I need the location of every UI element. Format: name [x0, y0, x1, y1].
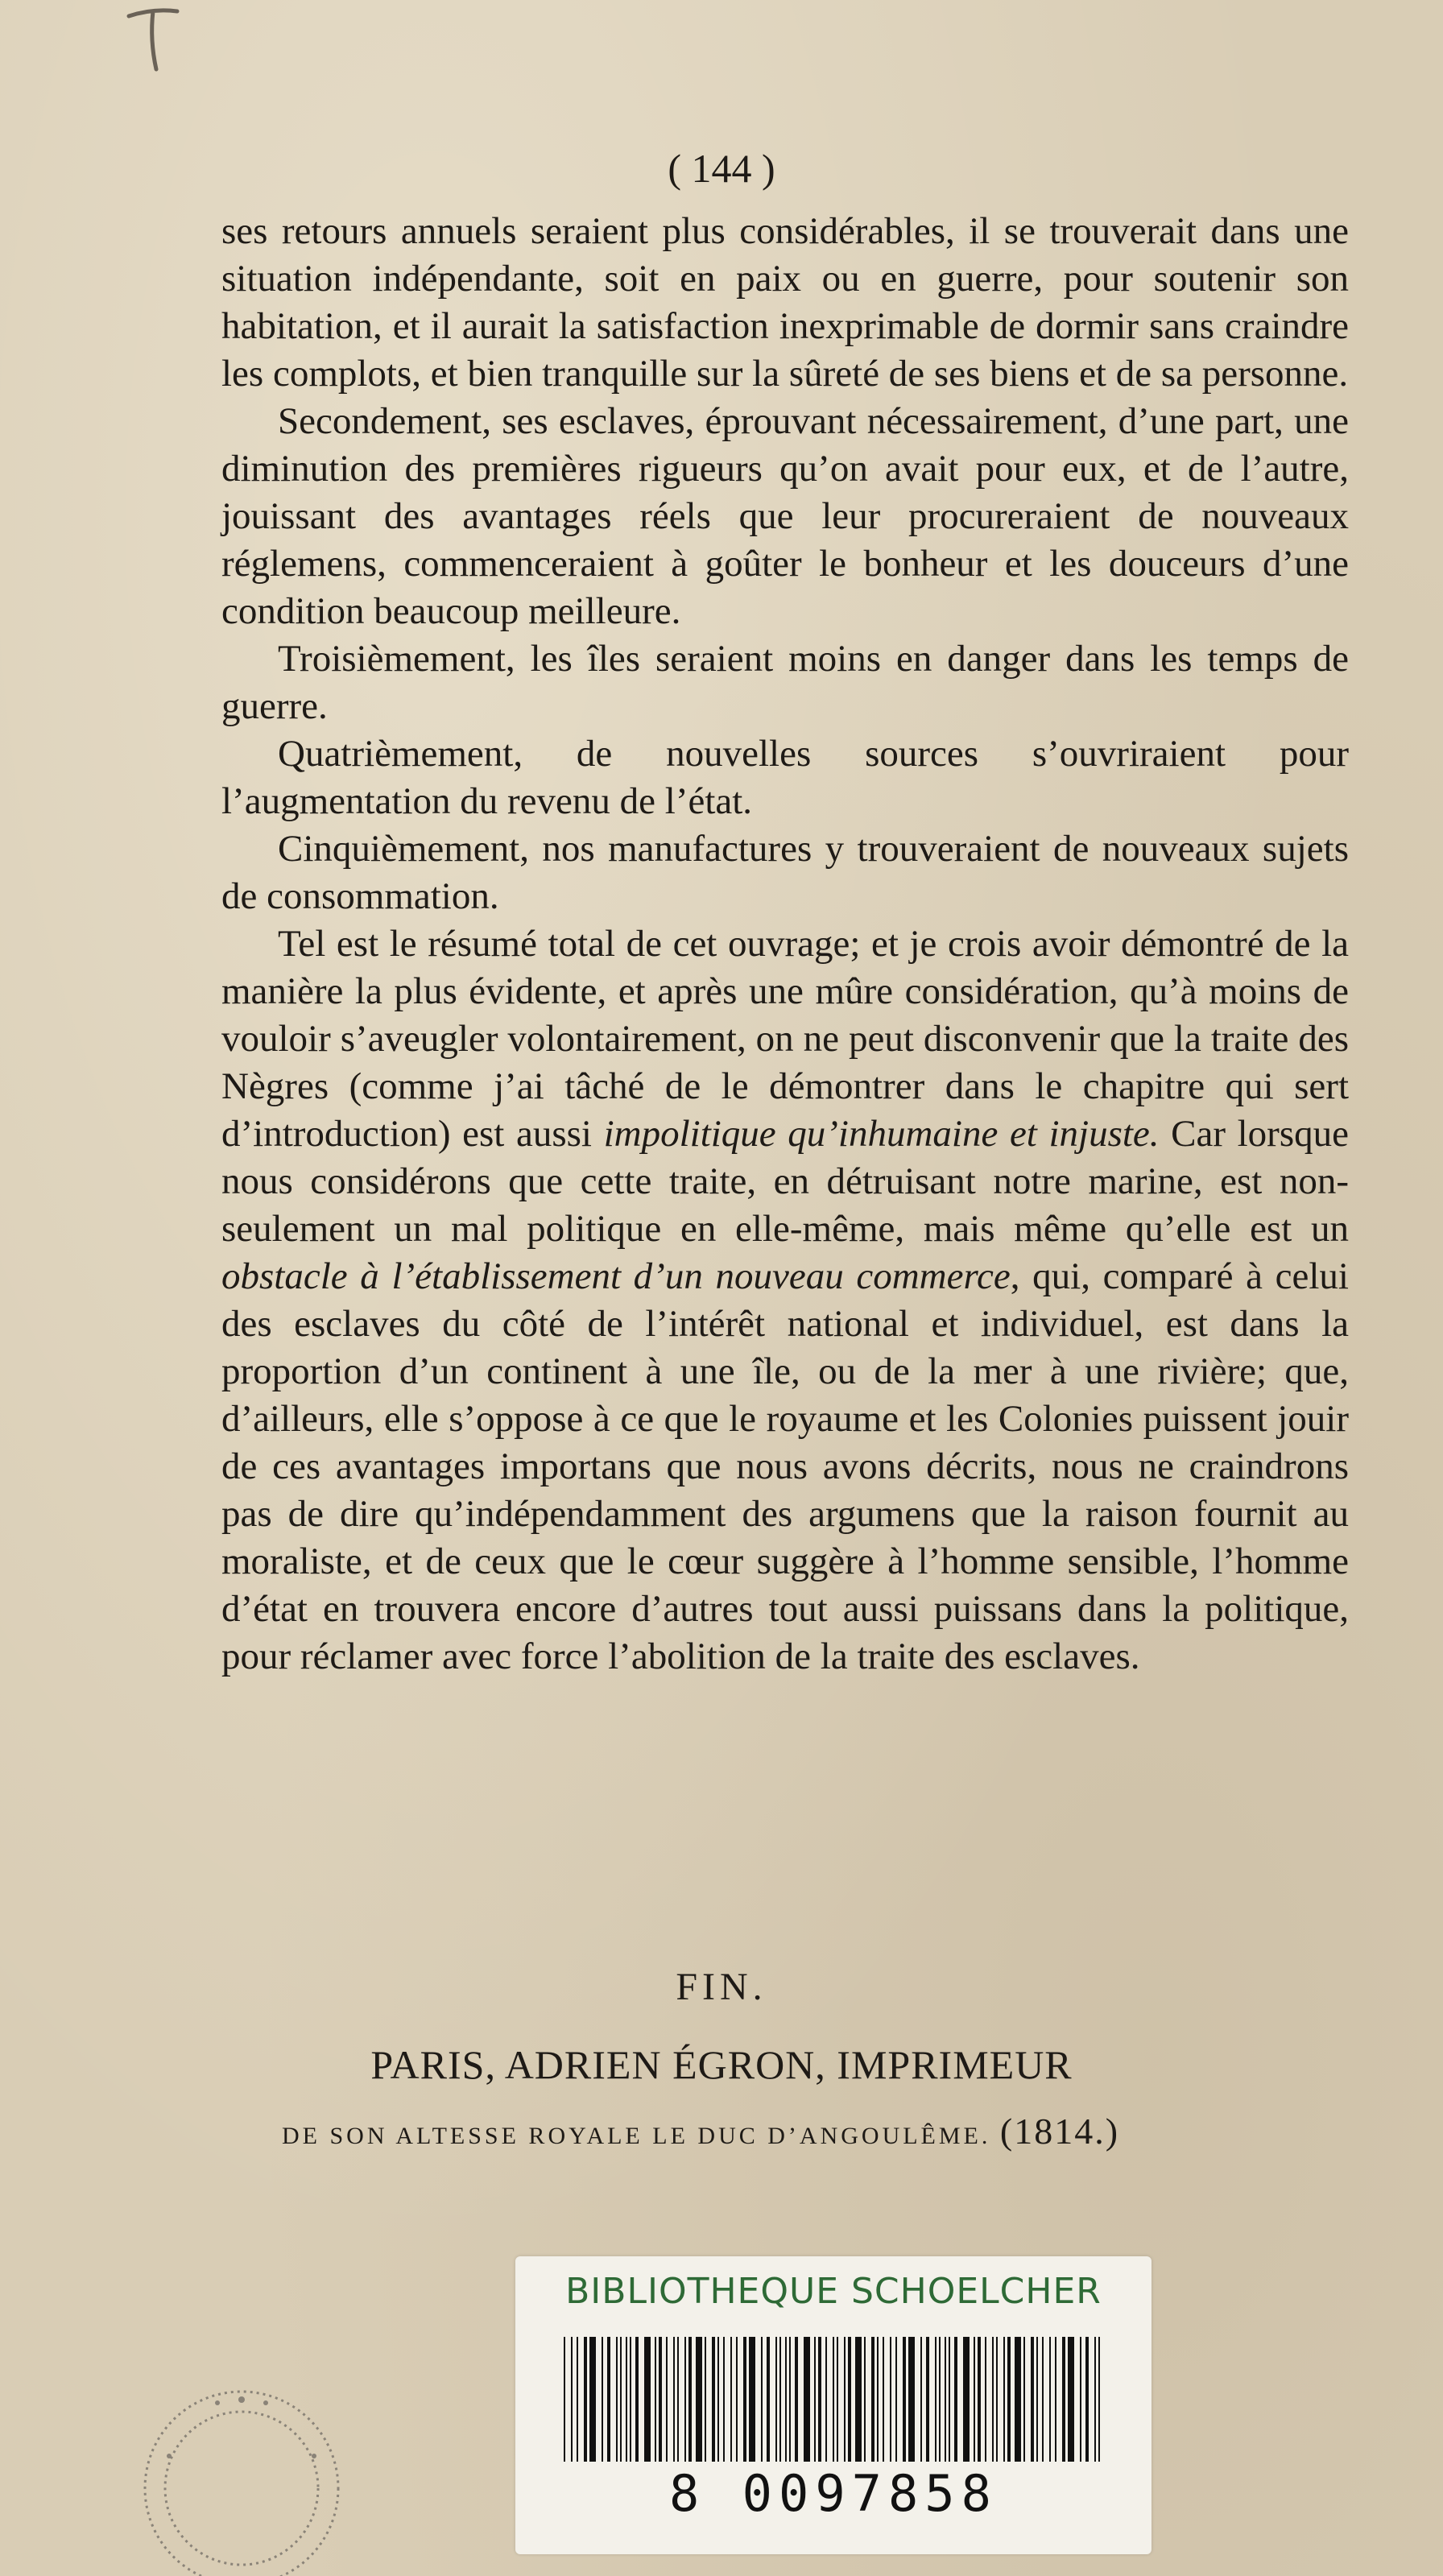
barcode-bar — [985, 2337, 986, 2462]
library-stamp-icon — [121, 2351, 362, 2576]
barcode-bar — [795, 2337, 798, 2462]
barcode-bar — [818, 2337, 821, 2462]
barcode-bar — [1042, 2337, 1044, 2462]
barcode-bar — [602, 2337, 603, 2462]
barcode-bar — [723, 2337, 725, 2462]
paragraph — [221, 635, 1349, 730]
barcode-bar — [775, 2337, 777, 2462]
barcode-bar — [626, 2337, 627, 2462]
imprint-printer: PARIS, ADRIEN ÉGRON, IMPRIMEUR — [370, 2042, 1073, 2087]
paragraph-text: Tel est le résumé total de cet ouvrage; et je crois avoir démontré de la manière la plus évidente, et après une mûre considération, qu’à moins de vouloir s’aveugler volontairement, on ne peut disconvenir que la traite des Nègres (comme j’ai tâché de le démontrer dans le chapitre qui sert d’introduction) est aussi — [221, 923, 1349, 1155]
barcode-bar — [620, 2337, 622, 2462]
barcode-bar — [577, 2337, 578, 2462]
barcode-bar — [1003, 2337, 1005, 2462]
paragraph — [221, 825, 1349, 920]
barcode-bar — [978, 2337, 981, 2462]
barcode-bar — [688, 2337, 692, 2462]
barcode-bar — [949, 2337, 950, 2462]
barcode-bar — [584, 2337, 587, 2462]
barcode-bar — [1068, 2337, 1074, 2462]
barcode-bar — [571, 2337, 573, 2462]
paragraph-text: ses retours annuels seraient plus considérables, il se trouverait dans une situation indépendante, soit en paix ou en guerre, pour soutenir son habitation, et il aurait la satisfaction inexprimable de dormir sans craindre les complots, et bien tranquille sur la sûreté de ses biens et de sa personne. — [221, 210, 1349, 395]
barcode-bar — [903, 2337, 906, 2462]
pencil-mark-icon — [121, 0, 185, 72]
paragraph — [221, 208, 1349, 398]
barcode-bar — [564, 2337, 565, 2462]
barcode-bar — [1049, 2337, 1051, 2462]
barcode-bar — [1036, 2337, 1038, 2462]
barcode-bar — [736, 2337, 738, 2462]
barcode-bar — [883, 2337, 884, 2462]
barcode-bar — [1055, 2337, 1056, 2462]
barcode-bar — [825, 2337, 827, 2462]
barcode-bar — [1023, 2337, 1025, 2462]
italic-phrase: obstacle à l’établissement d’un nouveau commerce — [221, 1255, 1011, 1297]
barcode-bar — [1080, 2337, 1081, 2462]
barcode-bar — [1031, 2337, 1034, 2462]
barcode-bar — [890, 2337, 891, 2462]
barcode-bar — [730, 2337, 732, 2462]
barcode-bar — [761, 2337, 763, 2462]
barcode-bar — [954, 2337, 957, 2462]
barcode-bar — [630, 2337, 631, 2462]
barcode-bar — [789, 2337, 791, 2462]
italic-phrase: impolitique qu’inhumaine et injuste. — [603, 1113, 1160, 1155]
barcode-bar — [871, 2337, 874, 2462]
paragraph-text: Troisièmement, les îles seraient moins en danger dans les temps de guerre. — [221, 638, 1349, 727]
barcode-bar — [844, 2337, 846, 2462]
barcode-bar — [996, 2337, 998, 2462]
barcode-bar — [712, 2337, 715, 2462]
barcode-icon — [564, 2337, 1103, 2462]
barcode-bar — [677, 2337, 679, 2462]
barcode-bar — [939, 2337, 941, 2462]
body-text — [221, 208, 1349, 1681]
barcode-number: 8 0097858 — [669, 2464, 998, 2523]
paragraph — [221, 398, 1349, 635]
barcode-bar — [1062, 2337, 1065, 2462]
barcode-bar — [696, 2337, 702, 2462]
barcode-bar — [992, 2337, 994, 2462]
barcode-bar — [607, 2337, 610, 2462]
barcode-bar — [644, 2337, 651, 2462]
barcode-bar — [1015, 2337, 1021, 2462]
barcode-bar — [1098, 2337, 1100, 2462]
paragraph-text: Secondement, ses esclaves, éprouvant nécessairement, d’une part, une diminution des premières rigueurs qu’on avait pour eux, et de l’autre, jouissant des avantages réels que leur procureraient de nouveaux réglemens, commenceraient à goûter le bonheur et les douceurs d’une condition beaucoup meilleure. — [221, 400, 1349, 632]
barcode-bar — [963, 2337, 970, 2462]
barcode-bar — [908, 2337, 915, 2462]
barcode-bar — [673, 2337, 675, 2462]
barcode-bar — [877, 2337, 879, 2462]
barcode-bar — [814, 2337, 816, 2462]
barcode-bar — [974, 2337, 975, 2462]
barcode-bar — [833, 2337, 834, 2462]
barcode-bar — [855, 2337, 862, 2462]
barcode-bar — [785, 2337, 787, 2462]
page-number: ( 144 ) — [668, 146, 775, 191]
barcode-bar — [895, 2337, 897, 2462]
barcode-bar — [779, 2337, 781, 2462]
library-label-title: BIBLIOTHEQUE SCHOELCHER — [565, 2271, 1102, 2312]
barcode-bar — [705, 2337, 706, 2462]
paragraph — [221, 920, 1349, 1681]
barcode-bar — [945, 2337, 946, 2462]
barcode-bar — [743, 2337, 746, 2462]
barcode-bar — [1085, 2337, 1089, 2462]
fin-marker: FIN. — [676, 1966, 767, 2008]
barcode-bar — [864, 2337, 866, 2462]
barcode-bar — [767, 2337, 770, 2462]
barcode-bar — [920, 2337, 922, 2462]
barcode-bar — [717, 2337, 719, 2462]
barcode-bar — [616, 2337, 618, 2462]
barcode-bar — [749, 2337, 755, 2462]
library-label — [515, 2256, 1152, 2554]
paragraph-text: Cinquièmement, nos manufactures y trouveraient de nouveaux sujets de consommation. — [221, 828, 1349, 917]
barcode-bar — [635, 2337, 639, 2462]
barcode-bar — [1007, 2337, 1011, 2462]
imprint-patron-text: DE SON ALTESSE ROYALE LE DUC D’ANGOULÊME. — [282, 2123, 991, 2149]
paragraph-text: Quatrièmement, de nouvelles sources s’ouvriraient pour l’augmentation du revenu de l’état. — [221, 733, 1349, 822]
barcode-bar — [848, 2337, 851, 2462]
barcode-bar — [659, 2337, 662, 2462]
paragraph — [221, 730, 1349, 825]
imprint-year: (1814.) — [999, 2111, 1120, 2152]
barcode-bar — [1094, 2337, 1096, 2462]
barcode-bar — [666, 2337, 668, 2462]
barcode-bar — [684, 2337, 686, 2462]
barcode-bar — [589, 2337, 596, 2462]
barcode-bar — [837, 2337, 838, 2462]
imprint-patron — [282, 2110, 1329, 2152]
barcode-bar — [935, 2337, 937, 2462]
barcode-bar — [926, 2337, 929, 2462]
barcode-bar — [655, 2337, 656, 2462]
paragraph-text: Car lorsque nous considérons que cette traite, en détruisant notre marine, est non-seulement un mal politique en elle-même, mais même qu’elle est un — [221, 1113, 1349, 1250]
barcode-bar — [804, 2337, 810, 2462]
paragraph-text: , qui, comparé à celui des esclaves du côté de l’intérêt national et individuel, est dans la proportion d’un continent à une île, ou de la mer à une rivière; que, d’ailleurs, elle s’oppose à ce que le royaume et les Colonies puissent jouir de ces avantages importans que nous avons décrits, nous ne craindrons pas de dire qu’indépendamment des argumens que la raison fournit au moraliste, et de ceux que le cœur suggère à l’homme sensible, l’homme d’état en trouvera encore d’autres tout aussi puissans dans la politique, pour réclamer avec force l’abolition de la traite des esclaves. — [221, 1255, 1349, 1677]
